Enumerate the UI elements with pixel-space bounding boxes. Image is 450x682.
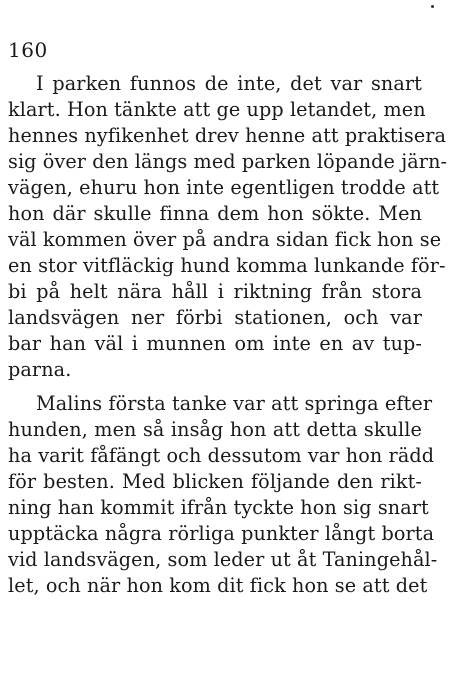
text-line: ning han kommit ifrån tyckte hon sig snart <box>8 496 429 519</box>
text-line: I parken funnos de inte, det var snart <box>36 72 422 95</box>
page-number: 160 <box>8 38 48 62</box>
ink-speck <box>431 5 434 8</box>
text-line: en stor vitfläckig hund komma lunkande för- <box>8 254 446 277</box>
text-line: Malins första tanke var att springa efter <box>36 392 433 415</box>
text-line: parna. <box>8 358 72 381</box>
text-line: bar han väl i munnen om inte en av tup- <box>8 332 422 355</box>
text-line: hunden, men så insåg hon att detta skulle <box>8 418 422 441</box>
text-line: bi på helt nära håll i riktning från stora <box>8 280 422 303</box>
text-line: hon där skulle finna dem hon sökte. Men <box>8 202 422 225</box>
text-line: för besten. Med blicken följande den rikt- <box>8 470 422 493</box>
text-line: vid landsvägen, som leder ut åt Taningehål- <box>8 548 438 571</box>
text-line: upptäcka några rörliga punkter långt borta <box>8 522 435 545</box>
text-line: hennes nyfikenhet drev henne att praktisera <box>8 124 447 147</box>
text-line: ha varit fåfängt och dessutom var hon rädd <box>8 444 435 467</box>
text-line: väl kommen över på andra sidan fick hon se <box>8 228 442 251</box>
text-line: let, och när hon kom dit fick hon se att det <box>8 574 428 597</box>
text-line: klart. Hon tänkte att ge upp letandet, men <box>8 98 426 121</box>
text-line: landsvägen ner förbi stationen, och var <box>8 306 422 329</box>
text-line: sig över den längs med parken löpande järn- <box>8 150 448 173</box>
text-line: vägen, ehuru hon inte egentligen trodde att <box>8 176 440 199</box>
